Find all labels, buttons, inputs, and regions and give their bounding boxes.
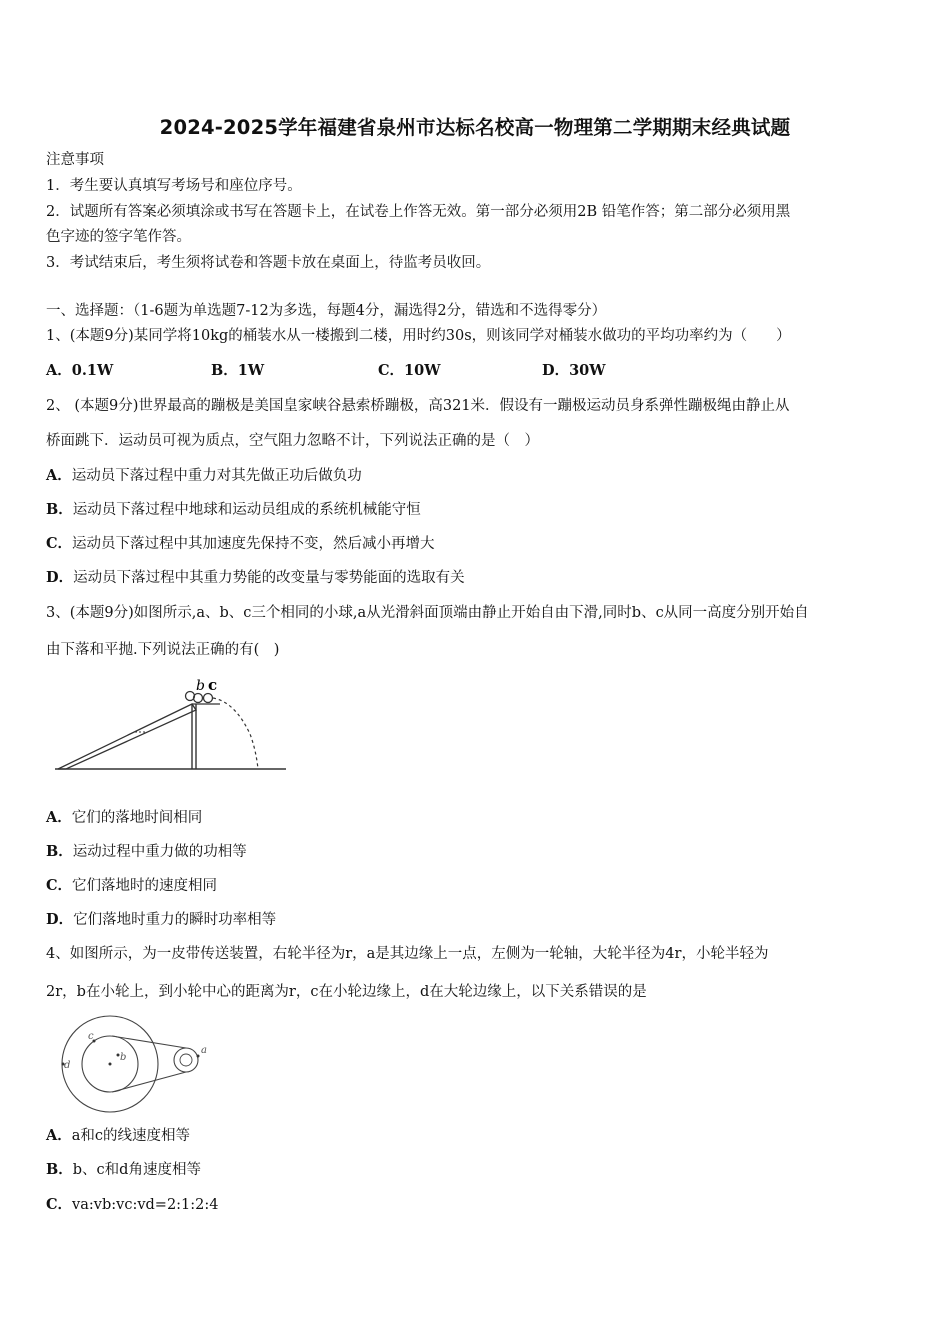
option-b: B．1W	[211, 362, 265, 379]
incline-figure	[50, 674, 290, 774]
option-c: C．va:vb:vc:vd=2:1:2:4	[46, 1196, 219, 1213]
question-2-stem-line2: 桥面跳下．运动员可视为质点，空气阻力忽略不计，下列说法正确的是（ ）	[46, 433, 539, 449]
axle-point	[109, 1063, 112, 1066]
label-b: b	[120, 1052, 127, 1063]
option-b: B．运动员下落过程中地球和运动员组成的系统机械能守恒	[46, 501, 421, 518]
question-1-stem: 1、(本题9分)某同学将10kg的桶装水从一楼搬到二楼，用时约30s，则该同学对桶装水做功的平均功率约为（ ）	[46, 328, 791, 344]
notice-heading: 注意事项	[46, 152, 104, 168]
projectile-path	[213, 698, 258, 769]
option-d: D．30W	[542, 362, 606, 379]
question-2-stem-line1: 2、 (本题9分)世界最高的蹦极是美国皇家峡谷悬索桥蹦极，高321米．假设有一蹦极运动员身系弹性蹦极绳由静止从	[46, 398, 790, 414]
option-a: A．a和c的线速度相等	[46, 1127, 191, 1144]
option-a: A．运动员下落过程中重力对其先做正功后做负功	[46, 467, 362, 484]
option-c: C．运动员下落过程中其加速度先保持不变，然后减小再增大	[46, 535, 435, 552]
label-b: b	[196, 678, 205, 694]
right-wheel	[174, 1048, 198, 1072]
question-3-stem-line1: 3、(本题9分)如图所示,a、b、c三个相同的小球,a从光滑斜面顶端由静止开始自由下滑,同时b、c从同一高度分别开始自	[46, 605, 809, 621]
option-a: A．它们的落地时间相同	[46, 809, 203, 826]
label-c: c	[208, 676, 218, 694]
label-a: a	[201, 1045, 207, 1056]
incline-plane	[58, 704, 196, 769]
label-d: d	[64, 1060, 71, 1071]
option-d: D．它们落地时重力的瞬时功率相等	[46, 911, 277, 928]
notice-item: 1．考生要认真填写考场号和座位序号。	[46, 178, 302, 194]
option-c: C．10W	[378, 362, 441, 379]
label-c: c	[88, 1031, 94, 1042]
notice-item: 3．考试结束后，考生须将试卷和答题卡放在桌面上，待监考员收回。	[46, 255, 491, 271]
notice-item: 色字迹的签字笔作答。	[46, 229, 191, 245]
option-d: D．运动员下落过程中其重力势能的改变量与零势能面的选取有关	[46, 569, 465, 586]
section-heading: 一、选择题：（1-6题为单选题7-12为多选，每题4分，漏选得2分，错选和不选得零分）	[46, 303, 607, 319]
belt-bottom	[112, 1072, 186, 1092]
question-4-stem-line1: 4、如图所示，为一皮带传送装置，右轮半径为r，a是其边缘上一点，左侧为一轮轴，大轮半径为4r，小轮半轻为	[46, 946, 769, 962]
option-c: C．它们落地时的速度相同	[46, 877, 218, 894]
belt-pulley-figure	[50, 1012, 220, 1117]
ball-c	[204, 694, 213, 703]
notice-item: 2．试题所有答案必须填涂或书写在答题卡上，在试卷上作答无效。第一部分必须用2B 铅笔作答；第二部分必须用黑	[46, 204, 791, 220]
point-a	[197, 1055, 200, 1058]
option-b: B．运动过程中重力做的功相等	[46, 843, 247, 860]
ball-b	[194, 694, 203, 703]
question-3-stem-line2: 由下落和平抛.下列说法正确的有( )	[46, 642, 280, 658]
question-4-stem-line2: 2r，b在小轮上，到小轮中心的距离为r，c在小轮边缘上，d在大轮边缘上，以下关系错误的是	[46, 984, 647, 1000]
option-b: B．b、c和d角速度相等	[46, 1161, 201, 1178]
belt-top	[112, 1036, 186, 1048]
page-title: 2024-2025学年福建省泉州市达标名校高一物理第二学期期末经典试题	[159, 116, 791, 139]
right-wheel-hub	[180, 1054, 192, 1066]
option-a: A．0.1W	[46, 362, 114, 379]
